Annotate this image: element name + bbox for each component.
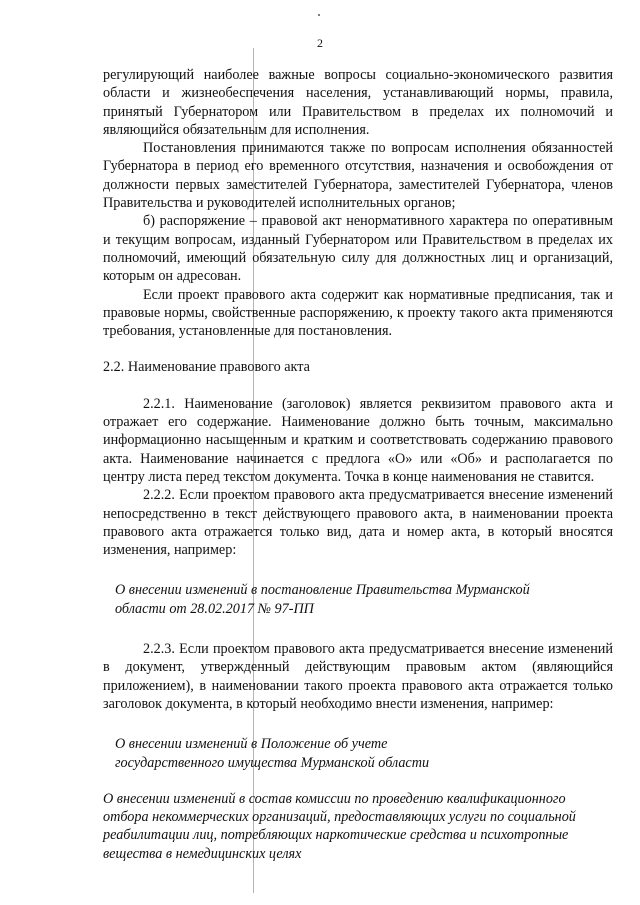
example-line: области от 28.02.2017 № 97-ПП: [115, 600, 314, 617]
document-body: [103, 66, 613, 863]
paragraph: б) распоряжение – правовой акт ненормативного характера по оперативным и текущим вопросам, изданный Губернатором или Правительством в пределах их полномочий, имеющий обязательную силу для должностных лиц и организаций, которым он адресован.: [103, 213, 613, 285]
example-line: О внесении изменений в состав комиссии по проведению квалификационного: [103, 790, 566, 807]
paragraph-2-2-3: 2.2.3. Если проектом правового акта предусматривается внесение изменений в документ, утвержденный действующим правовым актом (являющийся приложением), в наименовании такого проекта правового акта отражается только заголовок документа, в который необходимо внести изменения, например:: [103, 641, 613, 712]
example-block-2: [103, 735, 613, 772]
example-line: отбора некоммерческих организаций, предоставляющих услуги по социальной: [103, 809, 576, 826]
paragraph: Если проект правового акта содержит как нормативные предписания, так и правовые нормы, свойственные распоряжению, к проекту такого акта применяются требования, установленные для постановления.: [103, 286, 613, 340]
example-line: реабилитации лиц, потребляющих наркотические средства и психотропные: [103, 827, 569, 844]
page-number: 2: [317, 36, 323, 50]
example-line: вещества в немедицинских целях: [103, 845, 302, 862]
paragraph-2-2-1: 2.2.1. Наименование (заголовок) является реквизитом правового акта и отражает его содержание. Наименование должно быть точным, максимально информационно насыщенным и кратким и соответствовать содержанию правового акта. Наименование начинается с предлога «О» или «Об» и располагается по центру листа перед текстом документа. Точка в конце наименования не ставится.: [103, 395, 613, 485]
example-line: государственного имущества Мурманской области: [115, 754, 430, 771]
section-heading: 2.2. Наименование правового акта: [103, 359, 310, 376]
example-block-3: [103, 790, 613, 863]
example-line: О внесении изменений в постановление Правительства Мурманской: [115, 582, 530, 599]
paragraph-2-2-2: 2.2.2. Если проектом правового акта предусматривается внесение изменений непосредственно в текст действующего правового акта, в наименовании проекта правового акта отражается только вид, дата и номер акта, в который вносятся изменения, например:: [103, 487, 613, 559]
example-block-1: [103, 581, 613, 618]
scan-speck: [318, 14, 320, 16]
paragraph: регулирующий наиболее важные вопросы социально-экономического развития области и жизнеобеспечения населения, устанавливающий нормы, правила, принятый Губернатором или Правительством в пределах их полномочий и являющийся обязательным для исполнения.: [103, 67, 613, 138]
paragraph: Постановления принимаются также по вопросам исполнения обязанностей Губернатора в период его временного отсутствия, назначения и освобождения от должности первых заместителей Губернатора, заместителей Губернатора, членов Правительства и руководителей исполнительных органов;: [103, 140, 613, 212]
example-line: О внесении изменений в Положение об учете: [115, 736, 388, 753]
